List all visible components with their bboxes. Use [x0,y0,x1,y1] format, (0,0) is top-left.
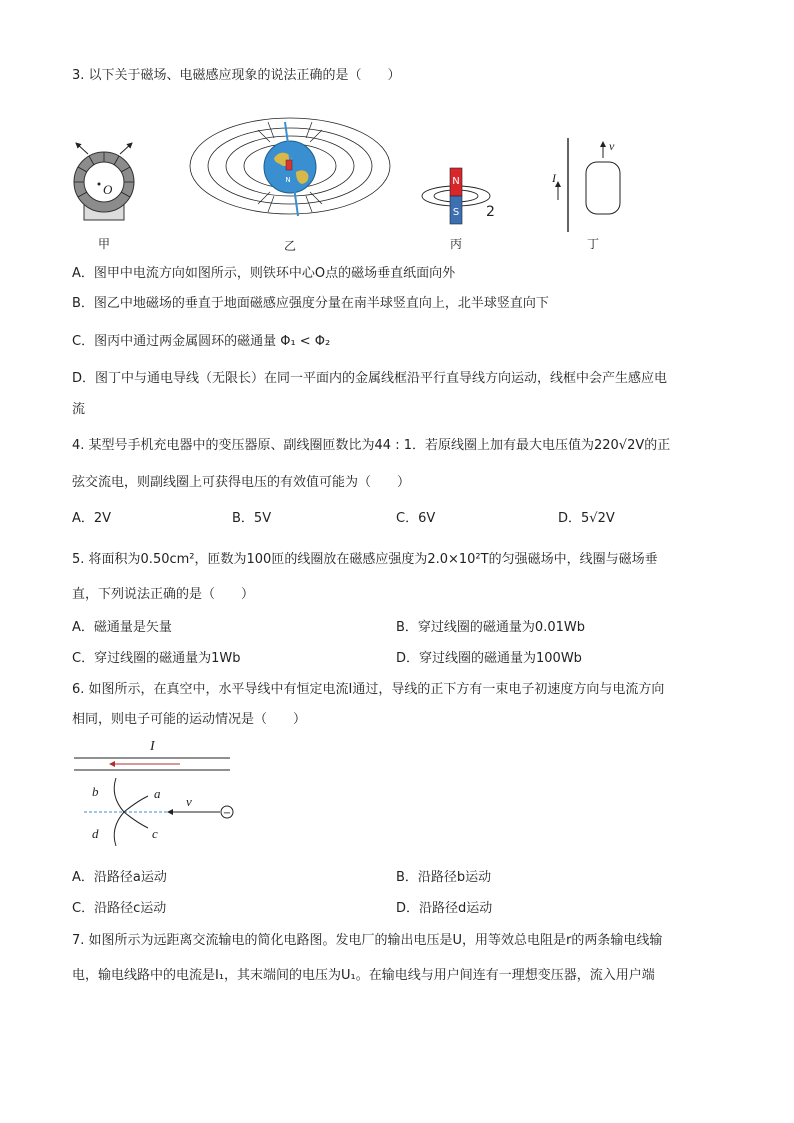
fig-label-ding: 丁 [586,237,600,251]
q4-option-c: C．6V [396,511,436,526]
q6-option-a: A．沿路径a运动 [72,870,167,885]
q4-option-b: B．5V [232,511,272,526]
q5-option-b: B．穿过线圈的磁通量为0.01Wb [396,620,585,635]
electron-symbol: − [222,808,232,819]
q4-option-a: A．2V [72,511,112,526]
q4-option-d: D．5√2V [558,511,615,526]
q6-stem-2: 相同，则电子可能的运动情况是（ ） [72,712,307,727]
q6-option-b: B．沿路径b运动 [396,870,492,885]
q5-option-d: D．穿过线圈的磁通量为100Wb [396,651,582,666]
q3-option-d: D．图丁中与通电导线（无限长）在同一平面内的金属线框沿平行直导线方向运动，线框中会产生感应电 [72,371,668,386]
q3-option-a: A．图甲中电流方向如图所示，则铁环中心O点的磁场垂直纸面向外 [72,266,456,281]
q5-stem-1: 5. 将面积为0.50cm²，匝数为100匝的线圈放在磁感应强度为2.0×10²T的匀强磁场中，线圈与磁场垂 [72,552,658,567]
point-o-label: O [103,182,113,197]
figure-bing [418,162,500,254]
path-b-label: b [92,784,99,799]
q4-stem-1: 4. 某型号手机充电器中的变压器原、副线圈匝数比为44 : 1．若原线圈上加有最大电压值为220√2V的正 [72,438,671,453]
q3-option-c: C．图丙中通过两金属圆环的磁通量 Φ₁ < Φ₂ [72,334,331,349]
q5-stem-2: 直，下列说法正确的是（ ） [72,587,255,602]
magnet-n-label: N [452,176,460,187]
fig-label-jia: 甲 [97,237,111,251]
fig-label-yi: 乙 [283,239,297,253]
q6-option-d: D．沿路径d运动 [396,901,493,916]
q6-stem-1: 6. 如图所示，在真空中，水平导线中有恒定电流I通过，导线的正下方有一束电子初速度方向与电流方向 [72,682,665,697]
electron-velocity-label: v [186,794,192,809]
q4-stem-2: 弦交流电，则副线圈上可获得电压的有效值可能为（ ） [72,475,411,490]
figure-yi [188,116,398,254]
q6-option-c: C．沿路径c运动 [72,901,167,916]
figure-jia [66,140,156,252]
q3-stem: 3. 以下关于磁场、电磁感应现象的说法正确的是（ ） [72,68,401,83]
magnet-s-label: S [452,207,460,218]
fig-label-bing: 丙 [449,237,463,251]
q7-line-2: 电，输电线路中的电流是I₁，其末端间的电压为U₁。在输电线与用户间连有一理想变压器，流入用户端 [72,968,655,983]
figure-ding [540,134,630,254]
q3-option-d-cont: 流 [72,402,86,417]
figure-q6 [70,736,240,852]
path-a-label: a [154,786,161,801]
q6-current-label: I [150,739,155,754]
q7-line-1: 7. 如图所示为远距离交流输电的简化电路图。发电厂的输出电压是U，用等效总电阻是r的两条输电线输 [72,933,663,948]
q5-option-a: A．磁通量是矢量 [72,620,172,635]
q3-option-b: B．图乙中地磁场的垂直于地面磁感应强度分量在南半球竖直向上，北半球竖直向下 [72,296,549,311]
earth-n-label: N [285,176,291,184]
path-c-label: c [152,826,158,841]
path-d-label: d [92,826,99,841]
wire-current-label: I [552,171,556,185]
loop-velocity-label: v [609,139,615,153]
q5-option-c: C．穿过线圈的磁通量为1Wb [72,651,241,666]
ring-number-label: 2 [486,204,495,220]
